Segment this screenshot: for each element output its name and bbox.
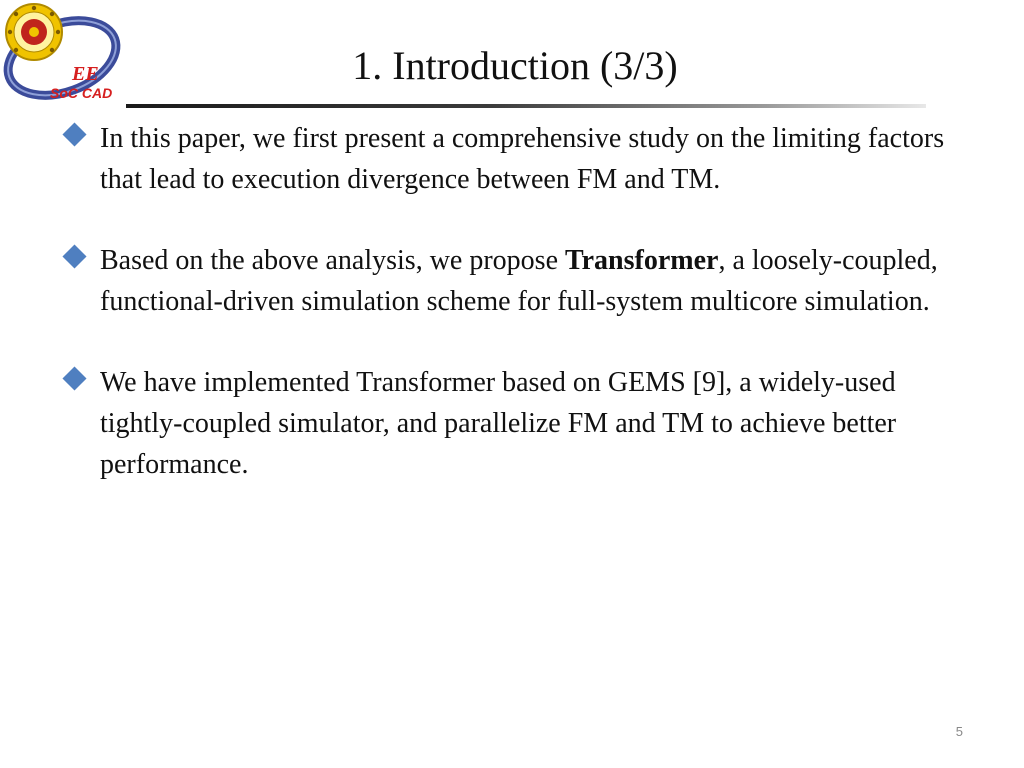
- logo-soc-cad-text: SoC CAD: [50, 85, 113, 101]
- bullet-item: [62, 362, 962, 485]
- bullet-text-suffix: , a loosely-coupled, functional-driven simulation scheme for full-system multicore simulation.: [100, 245, 938, 317]
- logo-ee-text: EE: [72, 63, 99, 85]
- diamond-bullet-icon: [62, 244, 86, 268]
- diamond-bullet-icon: [62, 366, 86, 390]
- bullet-list: [62, 118, 962, 485]
- bullet-text-emphasis: Transformer: [565, 245, 719, 276]
- bullet-text-prefix: Based on the above analysis, we propose: [100, 245, 565, 276]
- bullet-text: In this paper, we first present a comprehensive study on the limiting factors that lead to execution divergence between FM and TM.: [100, 123, 945, 195]
- diamond-bullet-icon: [62, 122, 86, 146]
- bullet-text: We have implemented Transformer based on GEMS [9], a widely-used tightly-coupled simulator, and parallelize FM and TM to achieve better performance.: [100, 367, 897, 480]
- title-divider: [126, 104, 926, 108]
- soc-cad-logo: [0, 0, 128, 104]
- bullet-item: [62, 240, 962, 322]
- page-number: 5: [955, 724, 963, 739]
- slide-title: 1. Introduction (3/3): [352, 43, 678, 88]
- bullet-item: [62, 118, 962, 200]
